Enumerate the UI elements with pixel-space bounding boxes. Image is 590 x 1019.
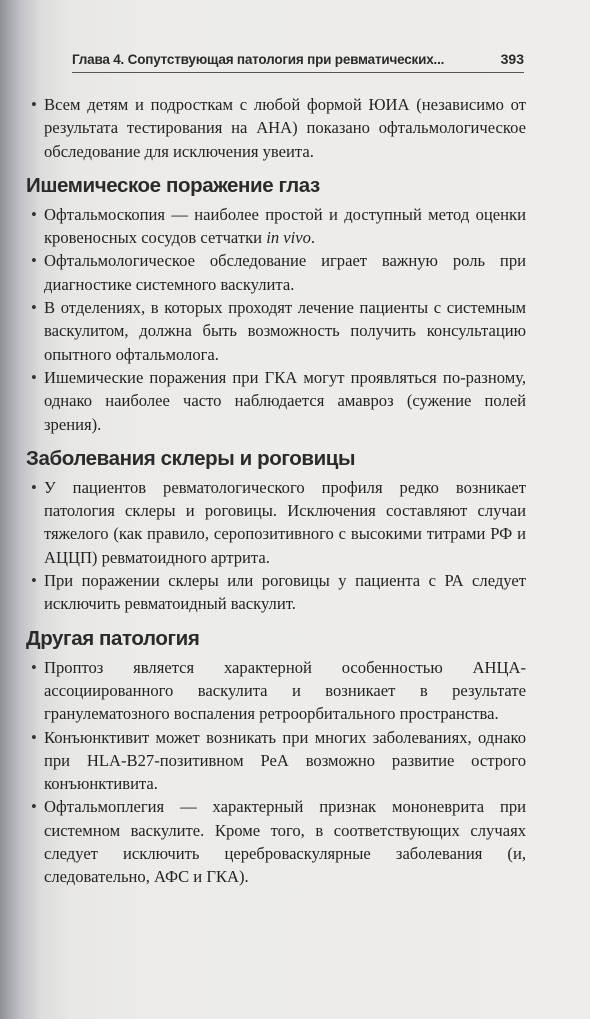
bullet-icon: • <box>31 797 37 817</box>
chapter-title: Глава 4. Сопутствующая патология при ревматических... <box>72 52 445 67</box>
list-item-emphasis: in vivo <box>266 228 311 248</box>
page-number: 393 <box>500 51 524 67</box>
list-item <box>30 569 526 616</box>
page-content <box>26 93 526 889</box>
list-item <box>30 366 526 436</box>
list-item <box>30 203 526 250</box>
bullet-icon: • <box>31 727 37 747</box>
list-item-text: При поражении склеры или роговицы у пациента с РА следует исключить ревматоидный васкулит. <box>44 571 526 614</box>
list-item-text: Офтальмоплегия — характерный признак мононеврита при системном васкулите. Кроме того, в соответствующих случаях следует исключить цереброваскулярные заболевания (и, следовательно, АФС и ГКА). <box>44 797 526 887</box>
list-item <box>30 656 526 726</box>
list-item <box>30 93 526 163</box>
section-heading: Другая патология <box>26 626 200 650</box>
bullet-icon: • <box>31 95 37 114</box>
list-item <box>30 795 526 888</box>
bullet-icon: • <box>31 367 37 387</box>
list-item-text: В отделениях, в которых проходят лечение пациенты с системным васкулитом, должна быть возможность получить консультацию опытного офтальмолога. <box>44 298 526 364</box>
section-heading: Заболевания склеры и роговицы <box>26 446 356 470</box>
list-item <box>30 296 526 366</box>
bullet-icon: • <box>31 477 37 497</box>
list-item <box>30 249 526 296</box>
section-heading: Ишемическое поражение глаз <box>26 173 320 197</box>
list-item-text-end: . <box>310 228 316 248</box>
list-item-text: Офтальмоскопия — наиболее простой и доступный метод оценки кровеносных сосудов сетчатки <box>44 204 526 248</box>
list-item-text: У пациентов ревматологического профиля редко возникает патология склеры и роговицы. Исключения составляют случаи тяжелого (как правило, серопозитивного с высокими титрами РФ и АЦЦП) ревматоидного артрита. <box>44 477 526 567</box>
bullet-icon: • <box>31 204 37 224</box>
section-list <box>30 203 526 436</box>
list-item-text: Всем детям и подросткам с любой формой ЮИА (независимо от результата тестирования на АНА) показано офтальмологическое обследование для исключения увеита. <box>44 95 526 161</box>
list-item-text: Офтальмологическое обследование играет важную роль при диагностике системного васкулита. <box>44 251 526 294</box>
list-item-text: Ишемические поражения при ГКА могут проявляться по-разному, однако наиболее часто наблюдается амавроз (сужение полей зрения). <box>44 367 526 434</box>
section-list <box>30 476 526 616</box>
intro-list <box>30 93 526 163</box>
list-item-text: Проптоз является характерной особенностью АНЦА-ассоциированного васкулита и возникает в результате гранулематозного воспаления ретроорбитального пространства. <box>44 657 526 724</box>
list-item-text: Конъюнктивит может возникать при многих заболеваниях, однако при HLA-B27-позитивном РеА возможно развитие острого конъюнктивита. <box>44 727 526 794</box>
list-item <box>30 726 526 796</box>
list-item <box>30 476 526 569</box>
bullet-icon: • <box>31 571 37 591</box>
running-header <box>72 50 524 73</box>
bullet-icon: • <box>31 251 37 271</box>
bullet-icon: • <box>31 657 37 677</box>
bullet-icon: • <box>31 298 37 318</box>
section-list <box>30 656 526 889</box>
